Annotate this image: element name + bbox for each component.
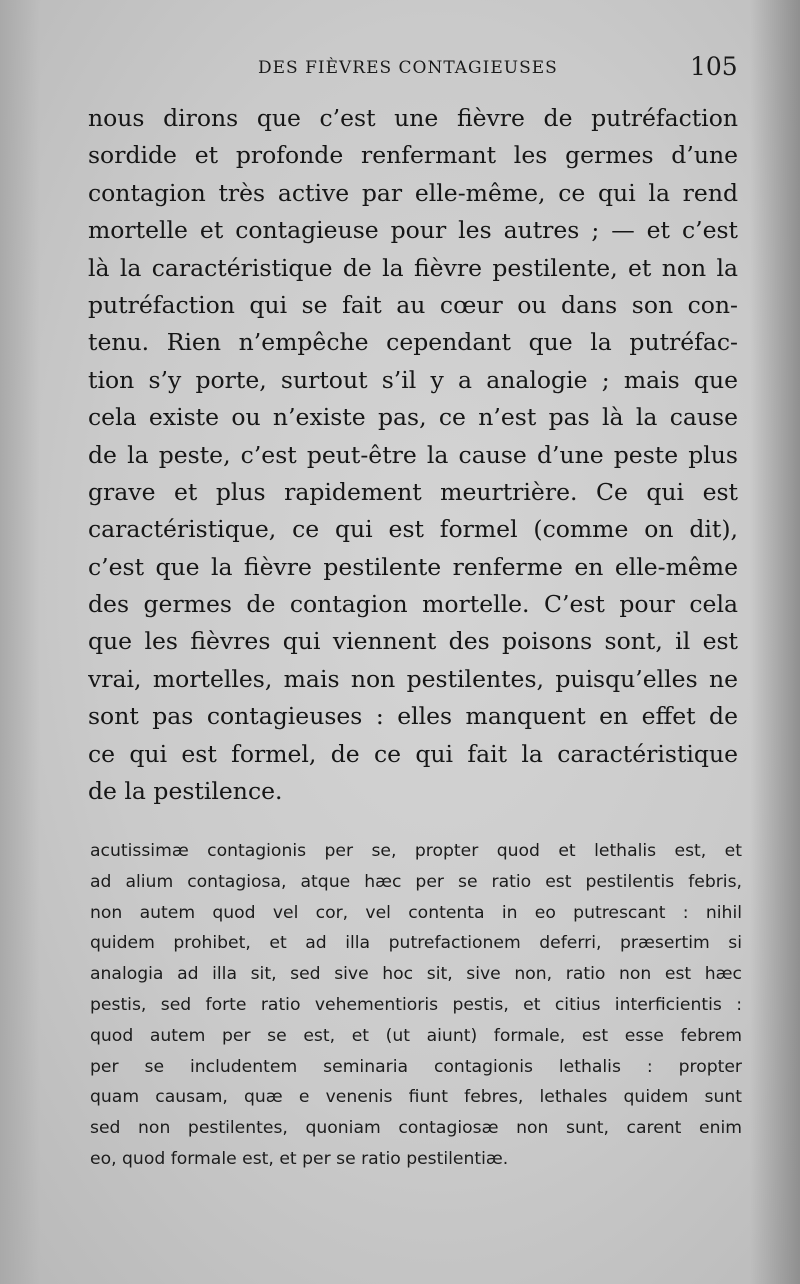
text-line: vrai, mortelles, mais non pestilentes, puisqu’elles ne — [88, 664, 738, 693]
text-line: sordide et profonde renfermant les germes d’une — [88, 141, 738, 170]
footnote-line: analogia ad illa sit, sed sive hoc sit, sive non, ratio non est hæc — [90, 964, 742, 985]
french-translation-text — [88, 100, 738, 810]
text-line: de la peste, c’est peut-être la cause d’une peste plus — [88, 440, 738, 469]
running-title: DES FIÈVRES CONTAGIEUSES — [258, 58, 558, 78]
text-line: caractéristique, ce qui est formel (comme on dit), — [88, 515, 738, 544]
footnote-line: acutissimæ contagionis per se, propter quod et lethalis est, et — [90, 841, 742, 861]
text-line: des germes de contagion mortelle. C’est pour cela — [88, 590, 738, 619]
footnote-line: quidem prohibet, et ad illa putrefactionem deferri, præsertim si — [90, 933, 742, 954]
text-line: ce qui est formel, de ce qui fait la caractéristique — [88, 739, 738, 768]
footnote-line: sed non pestilentes, quoniam contagiosæ non sunt, carent enim — [90, 1118, 742, 1139]
text-line: putréfaction qui se fait au cœur ou dans son con- — [88, 290, 738, 319]
text-line: c’est que la fièvre pestilente renferme en elle-même — [88, 552, 738, 581]
running-head — [0, 52, 800, 92]
page-gutter-shadow — [0, 0, 40, 1284]
footnote-line: per se includentem seminaria contagionis lethalis : propter — [90, 1056, 742, 1077]
footnote-line: eo, quod formale est, et per se ratio pestilentiæ. — [90, 1148, 509, 1169]
text-line: sont pas contagieuses : elles manquent en effet de — [88, 702, 738, 731]
latin-original-footnote — [90, 836, 742, 1175]
page-edge-shadow — [750, 0, 800, 1284]
footnote-line: pestis, sed forte ratio vehementioris pestis, et citius interficientis : — [90, 994, 742, 1015]
text-line: là la caractéristique de la fièvre pestilente, et non la — [88, 253, 738, 282]
text-line: tion s’y porte, surtout s’il y a analogie ; mais que — [88, 365, 738, 394]
text-line: grave et plus rapidement meurtrière. Ce qui est — [88, 477, 738, 506]
text-line: mortelle et contagieuse pour les autres ; — et c’est — [88, 216, 738, 245]
text-line: nous dirons que c’est une fièvre de putréfaction — [88, 104, 738, 132]
text-line: de la pestilence. — [88, 777, 283, 806]
page-number: 105 — [690, 52, 738, 81]
text-line: cela existe ou n’existe pas, ce n’est pas là la cause — [88, 403, 738, 432]
footnote-line: ad alium contagiosa, atque hæc per se ratio est pestilentis febris, — [90, 871, 742, 892]
footnote-line: quam causam, quæ e venenis fiunt febres, lethales quidem sunt — [90, 1087, 742, 1108]
text-line: tenu. Rien n’empêche cependant que la putréfac- — [88, 328, 738, 357]
text-line: que les fièvres qui viennent des poisons sont, il est — [88, 627, 738, 656]
footnote-line: non autem quod vel cor, vel contenta in eo putrescant : nihil — [90, 902, 742, 923]
footnote-line: quod autem per se est, et (ut aiunt) formale, est esse febrem — [90, 1025, 742, 1046]
text-line: contagion très active par elle-même, ce qui la rend — [88, 178, 738, 207]
